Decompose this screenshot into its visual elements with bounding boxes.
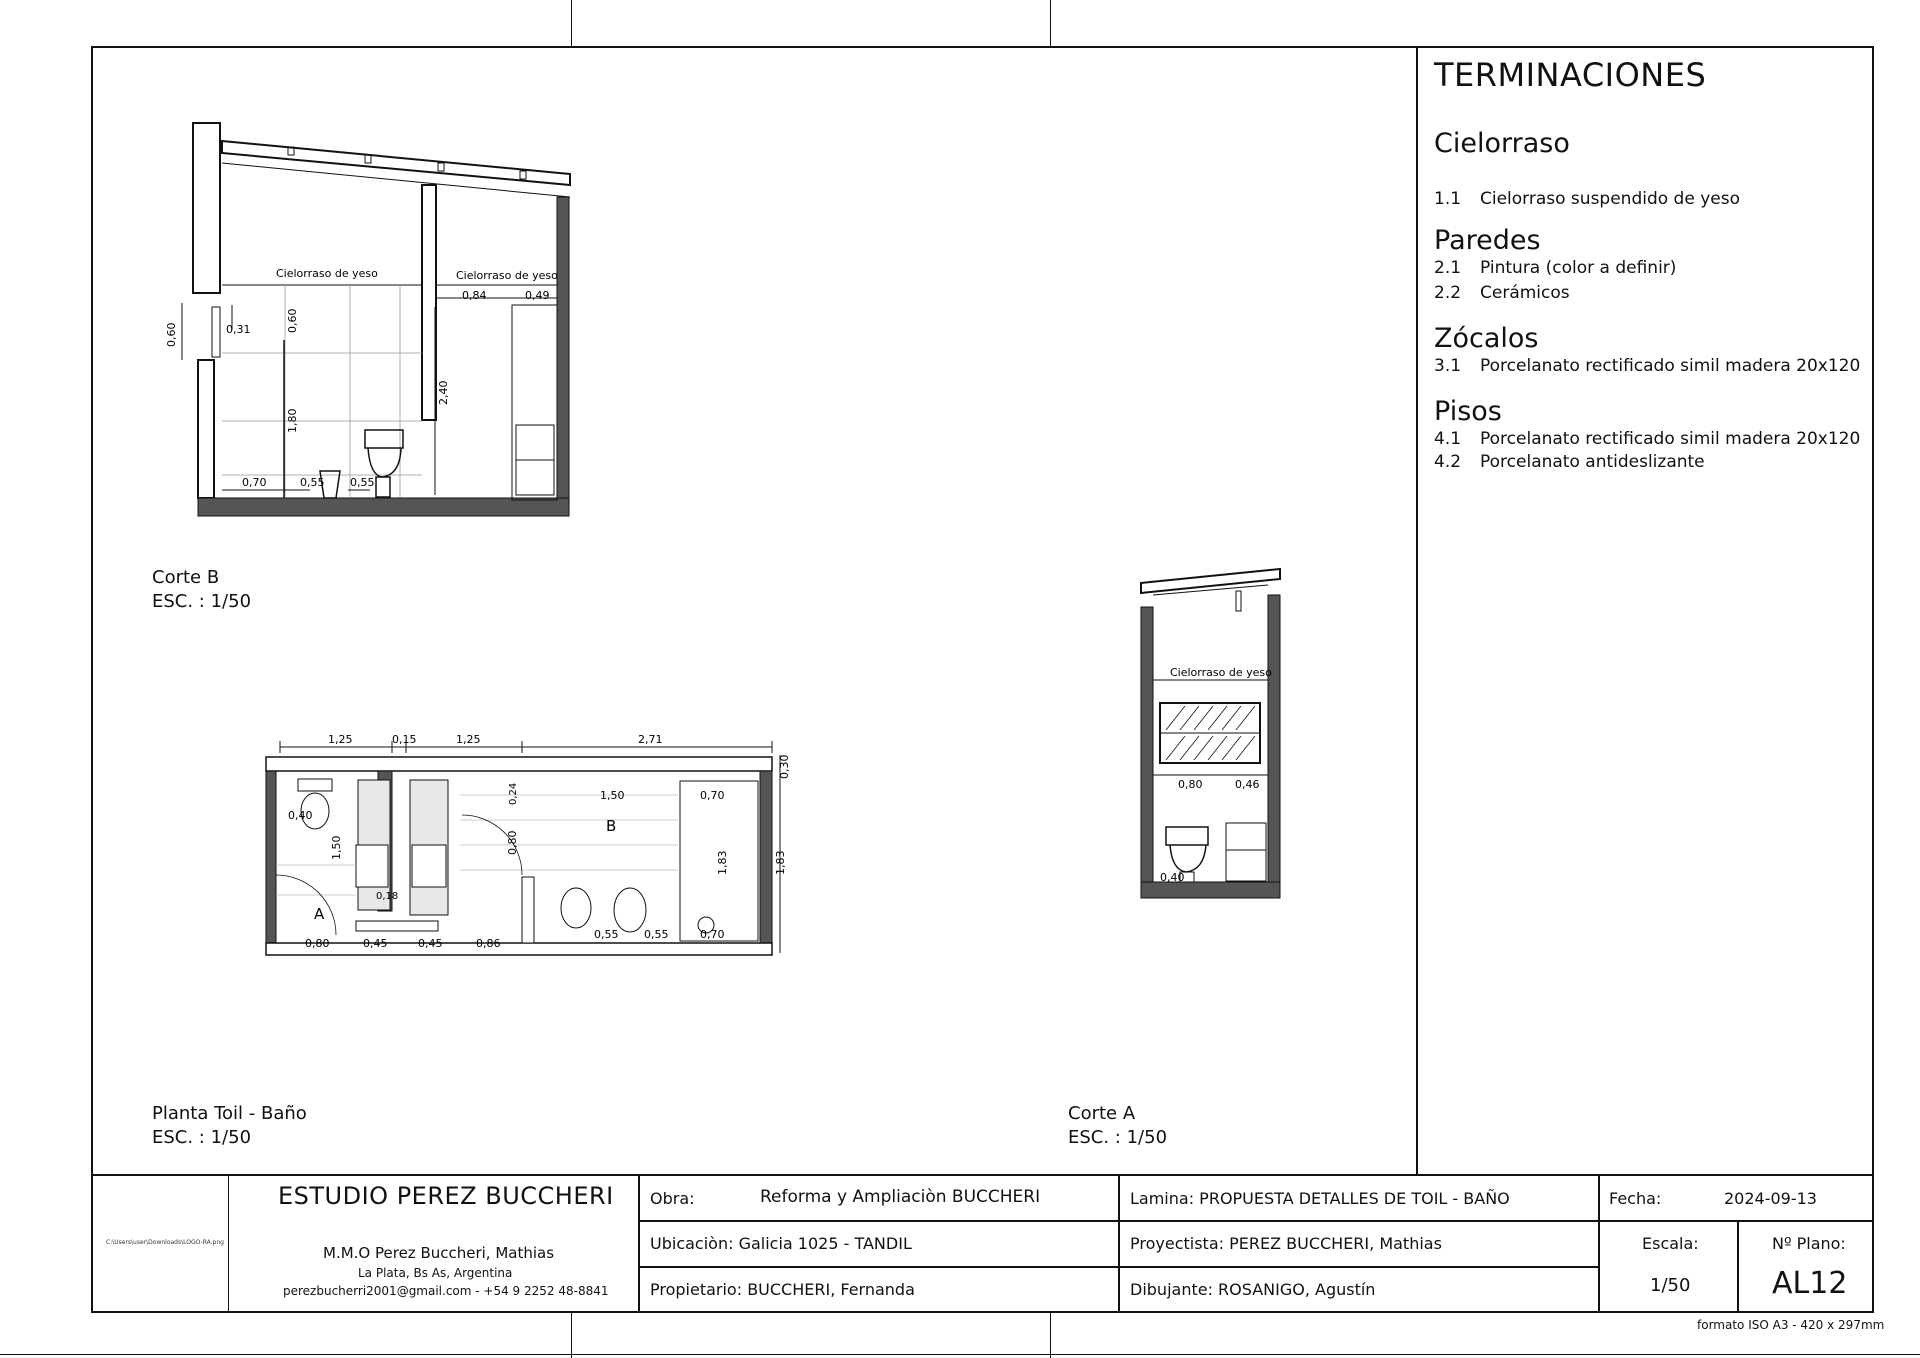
dimension-label: 0,55	[350, 476, 375, 489]
dimension-label: 0,18	[376, 891, 399, 902]
title-block-divider	[1118, 1174, 1120, 1313]
item-text: Porcelanato rectificado simil madera 20x120	[1480, 356, 1861, 376]
ceiling-label: Cielorraso de yeso	[276, 267, 378, 280]
plano-label: Nº Plano:	[1772, 1234, 1846, 1253]
finish-item	[1434, 356, 1864, 376]
trim-line	[571, 0, 572, 46]
dimension-label: 0,70	[700, 928, 725, 941]
planta-drawing	[260, 725, 800, 970]
ceiling-label: Cielorraso de yeso	[1170, 666, 1272, 679]
obra-value: Reforma y Ampliaciòn BUCCHERI	[760, 1187, 1041, 1207]
dimension-label: 2,40	[437, 380, 450, 405]
finish-item	[1434, 258, 1864, 278]
fecha-label: Fecha:	[1609, 1189, 1662, 1208]
finish-item	[1434, 429, 1864, 449]
escala-label: Escala:	[1642, 1234, 1699, 1253]
item-text: Cielorraso suspendido de yeso	[1480, 189, 1740, 209]
drawing-scale: ESC. : 1/50	[152, 1127, 252, 1148]
item-code: 4.2	[1434, 452, 1462, 472]
dimension-label: 0,40	[288, 809, 313, 822]
trim-line	[571, 1313, 572, 1358]
planta-caption	[152, 1102, 307, 1150]
dimension-label: 0,46	[1235, 778, 1260, 791]
corte-b-caption	[152, 566, 251, 614]
section-title: Cielorraso	[1434, 128, 1570, 159]
dimension-label: 0,80	[1178, 778, 1203, 791]
drawing-name: Corte A	[1068, 1103, 1136, 1124]
title-block-row	[638, 1220, 1874, 1222]
author-name: M.M.O Perez Buccheri, Mathias	[323, 1244, 555, 1262]
propietario-text: Propietario: BUCCHERI, Fernanda	[650, 1280, 915, 1299]
dimension-label: 0,15	[392, 733, 417, 746]
item-code: 2.2	[1434, 283, 1462, 303]
dimension-label: 1,83	[716, 850, 729, 875]
section-title: Zócalos	[1434, 323, 1539, 354]
finish-item	[1434, 283, 1864, 303]
item-code: 4.1	[1434, 429, 1462, 449]
trim-line	[0, 1354, 1920, 1355]
finishes-divider	[1416, 46, 1418, 1174]
item-code: 2.1	[1434, 258, 1462, 278]
dimension-label: 0,55	[300, 476, 325, 489]
dimension-label: 0,49	[525, 289, 550, 302]
dimension-label: 1,80	[286, 408, 299, 433]
corte-a-drawing	[1130, 565, 1290, 925]
escala-value: 1/50	[1650, 1275, 1691, 1296]
dimension-label: 1,50	[330, 835, 343, 860]
proyectista-text: Proyectista: PEREZ BUCCHERI, Mathias	[1130, 1234, 1442, 1253]
dimension-label: 0,84	[462, 289, 487, 302]
dimension-label: 0,80	[305, 937, 330, 950]
item-text: Porcelanato rectificado simil madera 20x120	[1480, 429, 1861, 449]
author-contact: perezbucherri2001@gmail.com - +54 9 2252 48-8841	[283, 1284, 609, 1298]
dimension-label: 0,60	[165, 322, 178, 347]
title-block-divider	[1598, 1174, 1600, 1313]
dibujante-text: Dibujante: ROSANIGO, Agustín	[1130, 1280, 1376, 1299]
corte-a-caption	[1068, 1102, 1167, 1150]
format-note: formato ISO A3 - 420 x 297mm	[1697, 1318, 1885, 1332]
title-block-divider	[228, 1174, 229, 1313]
finishes-heading: TERMINACIONES	[1434, 56, 1707, 94]
dimension-label: 1,50	[600, 789, 625, 802]
ubicacion-text: Ubicaciòn: Galicia 1025 - TANDIL	[650, 1234, 912, 1253]
dimension-label: 0,45	[363, 937, 388, 950]
finishes-panel	[1434, 52, 1864, 472]
dimension-label: 0,86	[476, 937, 501, 950]
dimension-label: 0,55	[594, 928, 619, 941]
item-text: Pintura (color a definir)	[1480, 258, 1677, 278]
dimension-label: 0,55	[644, 928, 669, 941]
ceiling-label: Cielorraso de yeso	[456, 269, 558, 282]
dimension-label: 1,83	[774, 850, 787, 875]
dimension-label: 2,71	[638, 733, 663, 746]
corte-b-drawing	[160, 115, 580, 535]
trim-line	[1050, 1313, 1051, 1358]
obra-label: Obra:	[650, 1189, 695, 1208]
dimension-label: 0,60	[286, 308, 299, 333]
fecha-value: 2024-09-13	[1724, 1189, 1817, 1208]
dimension-label: 0,24	[508, 782, 519, 805]
drawing-scale: ESC. : 1/50	[1068, 1127, 1168, 1148]
item-text: Cerámicos	[1480, 283, 1570, 303]
lamina-text: Lamina: PROPUESTA DETALLES DE TOIL - BAÑO	[1130, 1189, 1510, 1208]
item-code: 3.1	[1434, 356, 1462, 376]
title-block-row	[638, 1266, 1600, 1268]
dimension-label: 0,45	[418, 937, 443, 950]
item-text: Porcelanato antideslizante	[1480, 452, 1705, 472]
finish-item	[1434, 189, 1864, 209]
drawing-name: Corte B	[152, 567, 220, 588]
author-city: La Plata, Bs As, Argentina	[358, 1266, 513, 1280]
title-block-top	[91, 1174, 1874, 1176]
dimension-label: 0,80	[506, 830, 519, 855]
dimension-label: 1,25	[456, 733, 481, 746]
plano-value: AL12	[1772, 1266, 1848, 1301]
section-title: Paredes	[1434, 225, 1541, 256]
finish-item	[1434, 452, 1864, 472]
dimension-label: 0,31	[226, 323, 251, 336]
drawing-scale: ESC. : 1/50	[152, 591, 252, 612]
title-block-divider	[1737, 1220, 1739, 1313]
studio-name: ESTUDIO PEREZ BUCCHERI	[278, 1182, 614, 1210]
dimension-label: 0,70	[700, 789, 725, 802]
dimension-label: 1,25	[328, 733, 353, 746]
logo-placeholder: C:\Users\user\Downloads\LOGO-RA.png	[106, 1239, 224, 1246]
dimension-label: 0,40	[1160, 871, 1185, 884]
title-block-divider	[638, 1174, 640, 1313]
drawing-name: Planta Toil - Baño	[152, 1103, 307, 1124]
dimension-label: 0,70	[242, 476, 267, 489]
item-code: 1.1	[1434, 189, 1462, 209]
dimension-label: 0,30	[778, 754, 791, 779]
section-marker: A	[314, 905, 325, 923]
trim-line	[1050, 0, 1051, 46]
section-title: Pisos	[1434, 396, 1502, 427]
section-marker: B	[606, 817, 617, 835]
